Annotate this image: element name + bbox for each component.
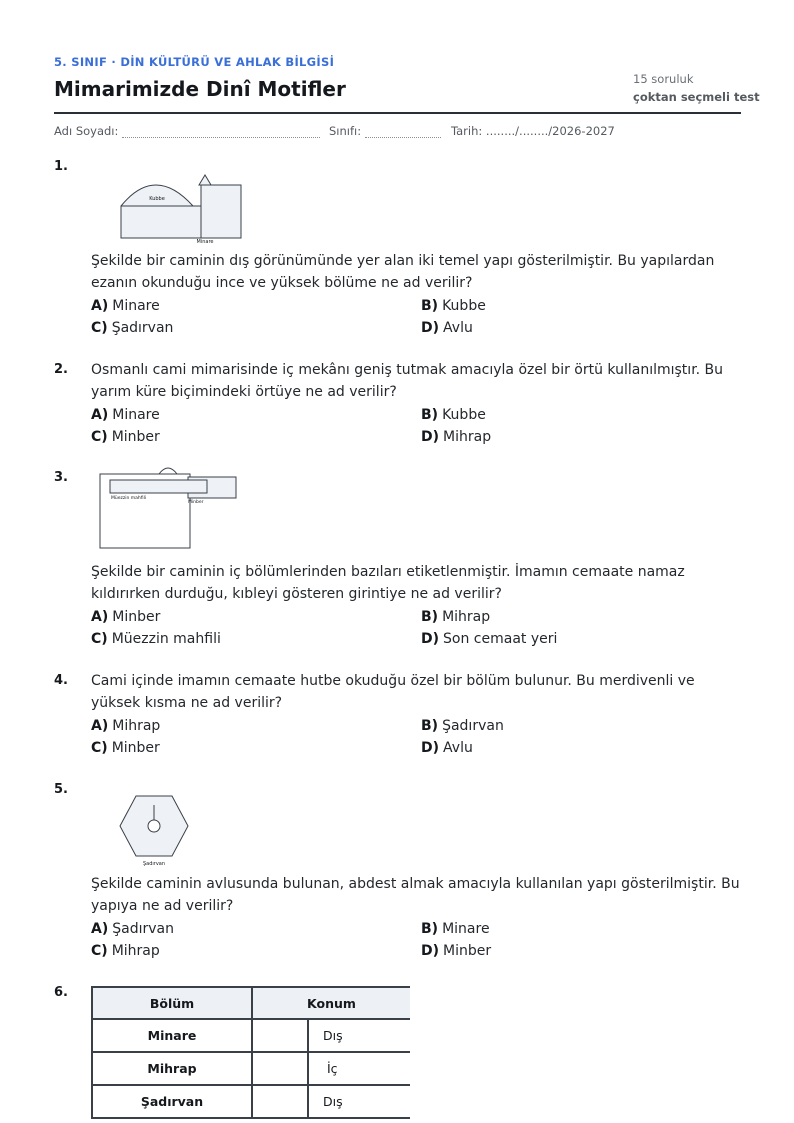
fountain-label: Şadırvan — [142, 861, 166, 867]
option-text: Son cemaat yeri — [443, 631, 558, 647]
option-letter: A) — [91, 407, 109, 423]
option-b[interactable] — [421, 921, 490, 937]
minaret-cap-shape — [199, 175, 211, 185]
option-letter: A) — [91, 921, 109, 937]
parts-table — [91, 986, 410, 1119]
option-text: Şadırvan — [112, 921, 174, 937]
option-text: Avlu — [443, 740, 473, 756]
prayer-hall-shape — [121, 206, 201, 238]
option-a[interactable] — [91, 609, 160, 625]
option-c[interactable] — [91, 320, 173, 336]
option-text: Kubbe — [442, 298, 486, 314]
question-number: 4. — [54, 673, 68, 688]
option-letter: D) — [421, 631, 440, 647]
option-text: Mihrap — [442, 609, 491, 625]
option-letter: A) — [91, 609, 109, 625]
muezzin-label: Müezzin mahfili — [111, 496, 147, 501]
option-d[interactable] — [421, 429, 491, 445]
option-letter: C) — [91, 320, 108, 336]
option-b[interactable] — [421, 298, 486, 314]
option-b[interactable] — [421, 718, 504, 734]
option-letter: C) — [91, 943, 108, 959]
option-letter: C) — [91, 740, 108, 756]
mihrab-niche-shape — [159, 468, 177, 474]
minaret-shape — [201, 185, 241, 238]
question-text: Cami içinde imamın cemaate hutbe okuduğu özel bir bölüm bulunur. Bu merdivenli ve yüksek kısma ne ad verilir? — [91, 673, 695, 711]
column-header-part: Bölüm — [92, 987, 252, 1019]
option-c[interactable] — [91, 429, 160, 445]
mosque-interior-figure — [95, 462, 240, 552]
option-letter: B) — [421, 298, 439, 314]
table-row — [92, 1019, 410, 1052]
option-text: Avlu — [443, 320, 473, 336]
blank-cell — [252, 1019, 308, 1052]
option-b[interactable] — [421, 407, 486, 423]
option-letter: B) — [421, 718, 439, 734]
header-divider — [54, 112, 741, 114]
fountain-figure — [115, 792, 193, 872]
name-label: Adı Soyadı: — [54, 124, 119, 138]
muezzin-gallery-shape — [110, 480, 207, 493]
page-title: Mimarimizde Dinî Motifler — [54, 77, 346, 101]
option-text: Mihrap — [112, 718, 161, 734]
option-a[interactable] — [91, 407, 160, 423]
question-text: Osmanlı cami mimarisinde iç mekânı geniş tutmak amacıyla özel bir örtü kullanılmıştır. Bu yarım küre biçimindeki örtüye ne ad verilir? — [91, 362, 724, 400]
minber-label: Minber — [188, 500, 204, 505]
column-header-location: Konum — [252, 987, 410, 1019]
fountain-basin-shape — [148, 820, 160, 832]
location-cell: Dış — [308, 1019, 410, 1052]
question-number: 3. — [54, 470, 68, 485]
option-letter: A) — [91, 718, 109, 734]
table-row — [92, 1052, 410, 1085]
location-cell: Dış — [308, 1085, 410, 1118]
option-text: Mihrap — [443, 429, 492, 445]
name-blank[interactable] — [122, 126, 320, 138]
option-a[interactable] — [91, 921, 174, 937]
option-c[interactable] — [91, 740, 160, 756]
option-letter: B) — [421, 921, 439, 937]
option-text: Minber — [443, 943, 492, 959]
option-letter: D) — [421, 320, 440, 336]
option-text: Minber — [112, 609, 161, 625]
option-d[interactable] — [421, 320, 473, 336]
table-row — [92, 1085, 410, 1118]
date-label: Tarih: — [451, 124, 483, 138]
option-d[interactable] — [421, 943, 491, 959]
blank-cell — [252, 1085, 308, 1118]
option-a[interactable] — [91, 718, 160, 734]
subject-label: 5. SINIF · DİN KÜLTÜRÜ VE AHLAK BİLGİSİ — [54, 55, 335, 69]
option-text: Minare — [112, 407, 160, 423]
option-letter: C) — [91, 429, 108, 445]
option-letter: B) — [421, 609, 439, 625]
option-text: Müezzin mahfili — [111, 631, 221, 647]
option-text: Minare — [442, 921, 490, 937]
part-cell: Mihrap — [92, 1052, 252, 1085]
option-letter: D) — [421, 429, 440, 445]
question-number: 5. — [54, 782, 68, 797]
option-letter: C) — [91, 631, 108, 647]
mosque-exterior-figure — [115, 172, 245, 246]
question-number: 6. — [54, 985, 68, 1000]
option-text: Kubbe — [442, 407, 486, 423]
question-text: Şekilde bir caminin iç bölümlerinden bazıları etiketlenmiştir. İmamın cemaate namaz kıldırırken durduğu, kıbleyi gösteren girintiye ne ad verilir? — [91, 564, 685, 602]
option-c[interactable] — [91, 631, 221, 647]
location-cell: İç — [308, 1052, 410, 1085]
name-field[interactable] — [54, 124, 320, 138]
dome-label: Kubbe — [149, 196, 165, 202]
option-c[interactable] — [91, 943, 160, 959]
date-value[interactable]: ......../......../2026-2027 — [485, 124, 615, 138]
test-type: çoktan seçmeli test — [633, 90, 760, 104]
question-text: Şekilde bir caminin dış görünümünde yer alan iki temel yapı gösterilmiştir. Bu yapılardan ezanın okunduğu ince ve yüksek bölüme ne ad verilir? — [91, 253, 715, 291]
minaret-label: Minare — [196, 239, 214, 245]
option-text: Mihrap — [111, 943, 160, 959]
question-text: Şekilde caminin avlusunda bulunan, abdest almak amacıyla kullanılan yapı gösterilmiştir. Bu yapıya ne ad verilir? — [91, 876, 740, 914]
option-b[interactable] — [421, 609, 490, 625]
option-letter: D) — [421, 943, 440, 959]
option-text: Minare — [112, 298, 160, 314]
option-text: Şadırvan — [111, 320, 174, 336]
option-d[interactable] — [421, 631, 557, 647]
date-field[interactable] — [451, 124, 615, 138]
option-text: Minber — [111, 429, 160, 445]
blank-cell — [252, 1052, 308, 1085]
part-cell: Minare — [92, 1019, 252, 1052]
option-letter: B) — [421, 407, 439, 423]
question-count: 15 soruluk — [633, 72, 694, 86]
table-header-row — [92, 987, 410, 1019]
class-label: Sınıfı: — [329, 124, 362, 138]
option-letter: D) — [421, 740, 440, 756]
option-text: Şadırvan — [442, 718, 504, 734]
question-number: 1. — [54, 159, 68, 174]
option-letter: A) — [91, 298, 109, 314]
question-number: 2. — [54, 362, 68, 377]
part-cell: Şadırvan — [92, 1085, 252, 1118]
class-blank[interactable] — [365, 126, 441, 138]
option-text: Minber — [111, 740, 160, 756]
option-d[interactable] — [421, 740, 473, 756]
class-field[interactable] — [329, 124, 441, 138]
option-a[interactable] — [91, 298, 160, 314]
